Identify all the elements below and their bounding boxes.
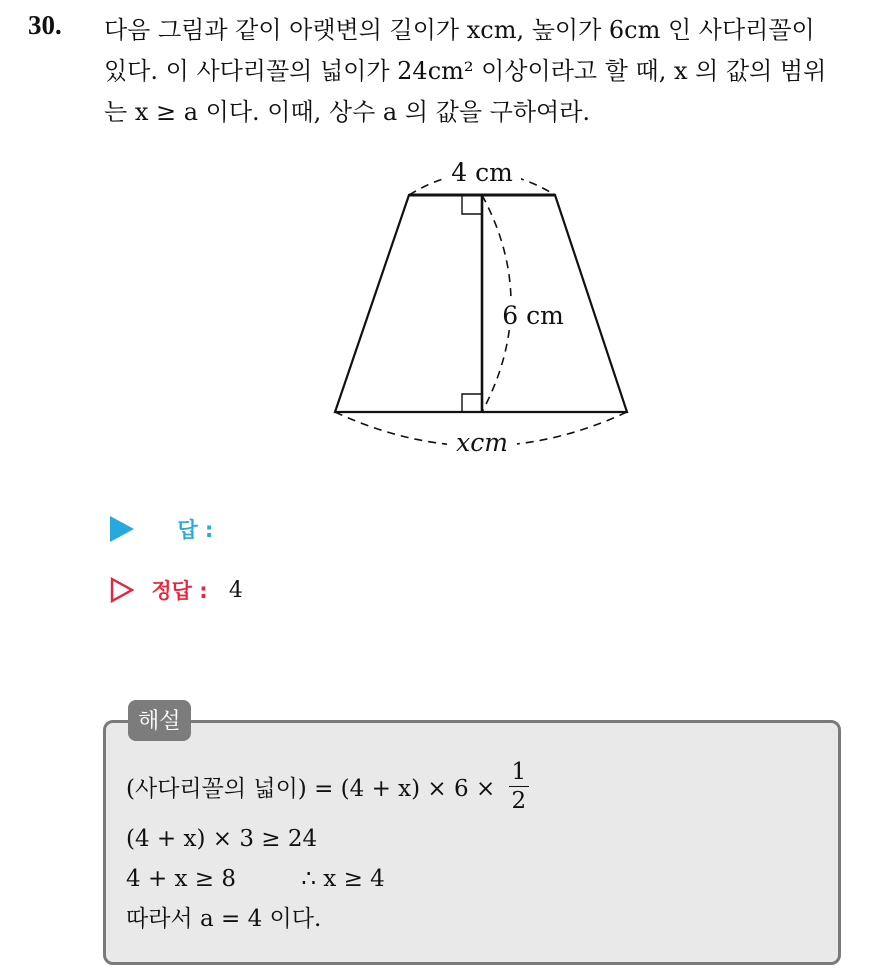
solution-line-4: 따라서 a = 4 이다. [126, 906, 322, 932]
bottom-length-label: xcm [456, 428, 508, 457]
fraction-denominator: 2 [511, 788, 527, 814]
question-text [104, 10, 874, 133]
correct-answer-row [110, 575, 243, 605]
solution-line-1-text: (사다리꼴의 넓이) = (4 + x) × 6 × [126, 776, 496, 802]
fraction-one-half [509, 758, 530, 815]
question-number: 30. [28, 10, 62, 40]
trapezoid-diagram [330, 150, 640, 462]
solution-line-1 [126, 758, 529, 815]
play-filled-icon [110, 516, 134, 542]
question-line-1: 다음 그림과 같이 아랫변의 길이가 xcm, 높이가 6cm 인 사다리꼴이 [104, 16, 815, 44]
top-length-label: 4 cm [451, 158, 513, 187]
fraction-numerator: 1 [509, 758, 530, 787]
solution-line-3b: ∴ x ≥ 4 [301, 866, 385, 892]
answer-row [110, 514, 213, 544]
right-angle-top [462, 195, 482, 214]
answer-label: 답 : [177, 518, 214, 542]
trapezoid-figure [330, 150, 640, 462]
right-angle-bottom [462, 394, 482, 412]
play-outline-icon [110, 577, 134, 603]
correct-answer-value: 4 [228, 577, 243, 603]
question-line-3: 는 x ≥ a 이다. 이때, 상수 a 의 값을 구하여라. [104, 98, 591, 126]
solution-line-3a: 4 + x ≥ 8 [126, 866, 237, 892]
correct-answer-label: 정답 : [151, 579, 208, 603]
height-length-label: 6 cm [502, 301, 564, 330]
solution-line-2: (4 + x) × 3 ≥ 24 [126, 826, 318, 852]
solution-tag: 해설 [128, 700, 191, 741]
solution-line-3 [126, 866, 385, 892]
question-line-2: 있다. 이 사다리꼴의 넓이가 24cm² 이상이라고 할 때, x 의 값의 범위 [104, 57, 827, 85]
